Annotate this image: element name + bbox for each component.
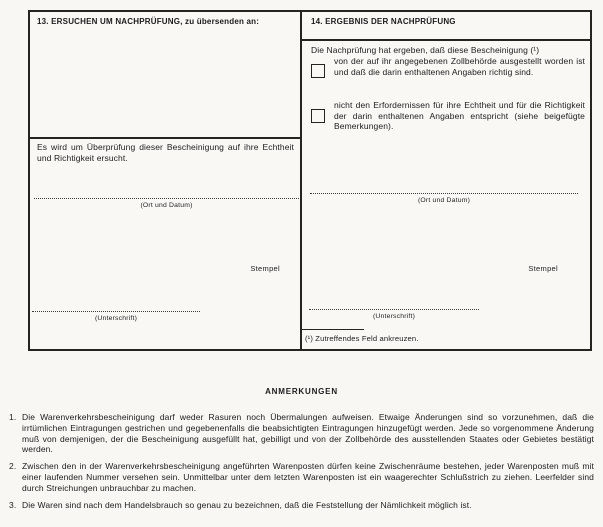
box-14-header-divider xyxy=(302,39,590,41)
note-number: 2. xyxy=(9,461,17,472)
notes-heading: ANMERKUNGEN xyxy=(265,387,338,396)
box-13-stamp-label: Stempel xyxy=(250,264,280,273)
box-13-place-date-label: (Ort und Datum) xyxy=(140,202,193,209)
note-text: Die Waren sind nach dem Handelsbrauch so genau zu bezeichnen, daß die Feststellung der Nämlichkeit möglich ist. xyxy=(22,499,472,510)
option-authentic-label: von der auf ihr angegebenen Zollbehörde ausgestellt worden ist und daß die darin enthaltenen Angaben richtig sind. xyxy=(334,56,585,77)
box-13-place-date-field[interactable] xyxy=(34,198,299,199)
note-text: Zwischen den in der Warenverkehrsbescheinigung angeführten Warenposten dürfen keine Zwischenräume bestehen, jeder Warenposten muß mit einer laufenden Nummer versehen sein. Unmittelbar unter dem letzten Warenposten ist ein waagerechter Schlußstrich zu ziehen. Leerfelder sind durch Streichungen unbrauchbar zu machen. xyxy=(22,461,594,493)
box-14-title: 14. ERGEBNIS DER NACHPRÜFUNG xyxy=(311,17,456,26)
box-13-divider xyxy=(30,137,300,139)
box-13-signature-label: (Unterschrift) xyxy=(94,315,138,322)
box-14-signature-field[interactable] xyxy=(309,309,479,310)
checkbox-not-compliant[interactable] xyxy=(311,109,325,123)
option-certificate-not-compliant xyxy=(311,100,585,132)
note-item-1 xyxy=(9,412,594,455)
box-13-title: 13. ERSUCHEN UM NACHPRÜFUNG, zu übersenden an: xyxy=(37,17,260,26)
box-14-intro-text: Die Nachprüfung hat ergeben, daß diese Bescheinigung (¹) xyxy=(311,45,540,55)
box-13-request-for-verification xyxy=(30,12,302,349)
note-text: Die Warenverkehrsbescheinigung darf weder Rasuren noch Übermalungen aufweisen. Etwaige Änderungen sind so vorzunehmen, daß die irrtümlichen Eintragungen gestrichen und gegebenenfalls die beabsichtigten Eintragungen hinzugefügt werden. Jede so vorgenommene Änderung muß von demjenigen, der die Bescheinigung ausgefüllt hat, gebilligt und von der Zollbehörde des ausstellenden Staates oder Gebietes bestätigt werden. xyxy=(22,412,594,455)
box-13-signature-field[interactable] xyxy=(32,311,200,312)
footnote-text: (¹) Zutreffendes Feld ankreuzen. xyxy=(305,334,419,343)
checkbox-authentic[interactable] xyxy=(311,64,325,78)
box-14-signature-label: (Unterschrift) xyxy=(372,313,416,320)
note-item-3 xyxy=(9,500,594,511)
option-not-compliant-label: nicht den Erfordernissen für ihre Echtheit und für die Richtigkeit der darin enthaltenen Angaben entspricht (siehe beigefügte Bemerkungen). xyxy=(334,100,585,131)
box-14-place-date-label: (Ort und Datum) xyxy=(417,197,471,204)
footnote-separator xyxy=(302,329,364,330)
verification-form-box xyxy=(28,10,592,351)
note-number: 1. xyxy=(9,412,17,422)
option-certificate-authentic xyxy=(311,56,585,78)
notes-list xyxy=(9,412,594,510)
box-14-result-of-verification xyxy=(302,12,590,349)
box-13-address-area[interactable] xyxy=(30,37,300,135)
note-number: 3. xyxy=(9,499,17,510)
box-14-place-date-field[interactable] xyxy=(310,193,578,194)
box-13-request-text: Es wird um Überprüfung dieser Bescheinigung auf ihre Echtheit und Richtigkeit ersucht. xyxy=(37,142,294,163)
box-14-stamp-label: Stempel xyxy=(528,264,558,273)
note-item-2 xyxy=(9,461,594,493)
